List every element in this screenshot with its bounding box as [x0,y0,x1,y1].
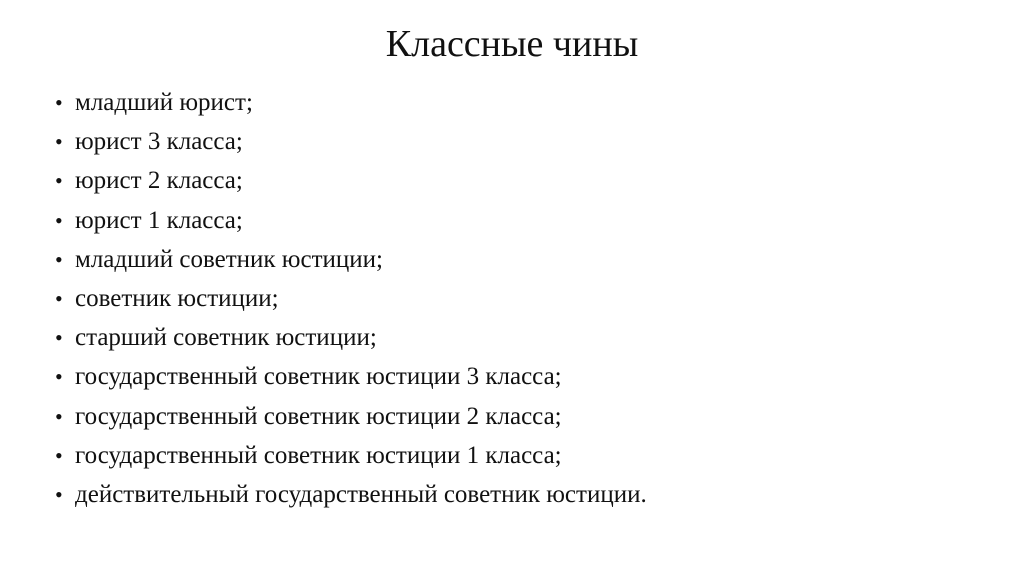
list-item-text: юрист 3 класса; [75,128,243,156]
list-item-text: советник юстиции; [75,285,279,313]
list-item [55,318,995,357]
list-item [55,83,995,122]
bullet-icon: • [55,207,63,233]
bullet-icon: • [55,286,63,312]
list-item-text: младший юрист; [75,89,253,116]
list-item [55,436,995,475]
list-item [55,201,995,240]
bullet-icon: • [55,129,63,155]
bullet-icon: • [55,364,63,390]
list-item-text: государственный советник юстиции 1 класса; [75,441,562,469]
bullet-icon: • [55,90,63,115]
list-item [55,357,995,396]
list-item [55,122,995,161]
list-item-text: юрист 1 класса; [75,206,243,234]
bullet-icon: • [55,442,63,468]
list-item [55,161,995,200]
bullet-icon: • [55,482,63,508]
list-item-text: государственный советник юстиции 3 класса; [75,363,562,391]
bullet-icon: • [55,403,63,429]
list-item-text: старший советник юстиции; [75,324,377,352]
list-item-text: младший советник юстиции; [75,245,383,273]
rank-list [55,83,995,514]
slide-title: Классные чины [385,23,639,65]
list-item [55,397,995,436]
bullet-icon: • [55,325,63,351]
list-item-text: действительный государственный советник юстиции. [75,481,647,509]
list-item-text: государственный советник юстиции 2 класса; [75,402,562,430]
list-item [55,240,995,279]
bullet-icon: • [55,168,63,194]
bullet-icon: • [55,246,63,272]
list-item-text: юрист 2 класса; [75,167,243,195]
list-item [55,475,995,514]
list-item [55,279,995,318]
